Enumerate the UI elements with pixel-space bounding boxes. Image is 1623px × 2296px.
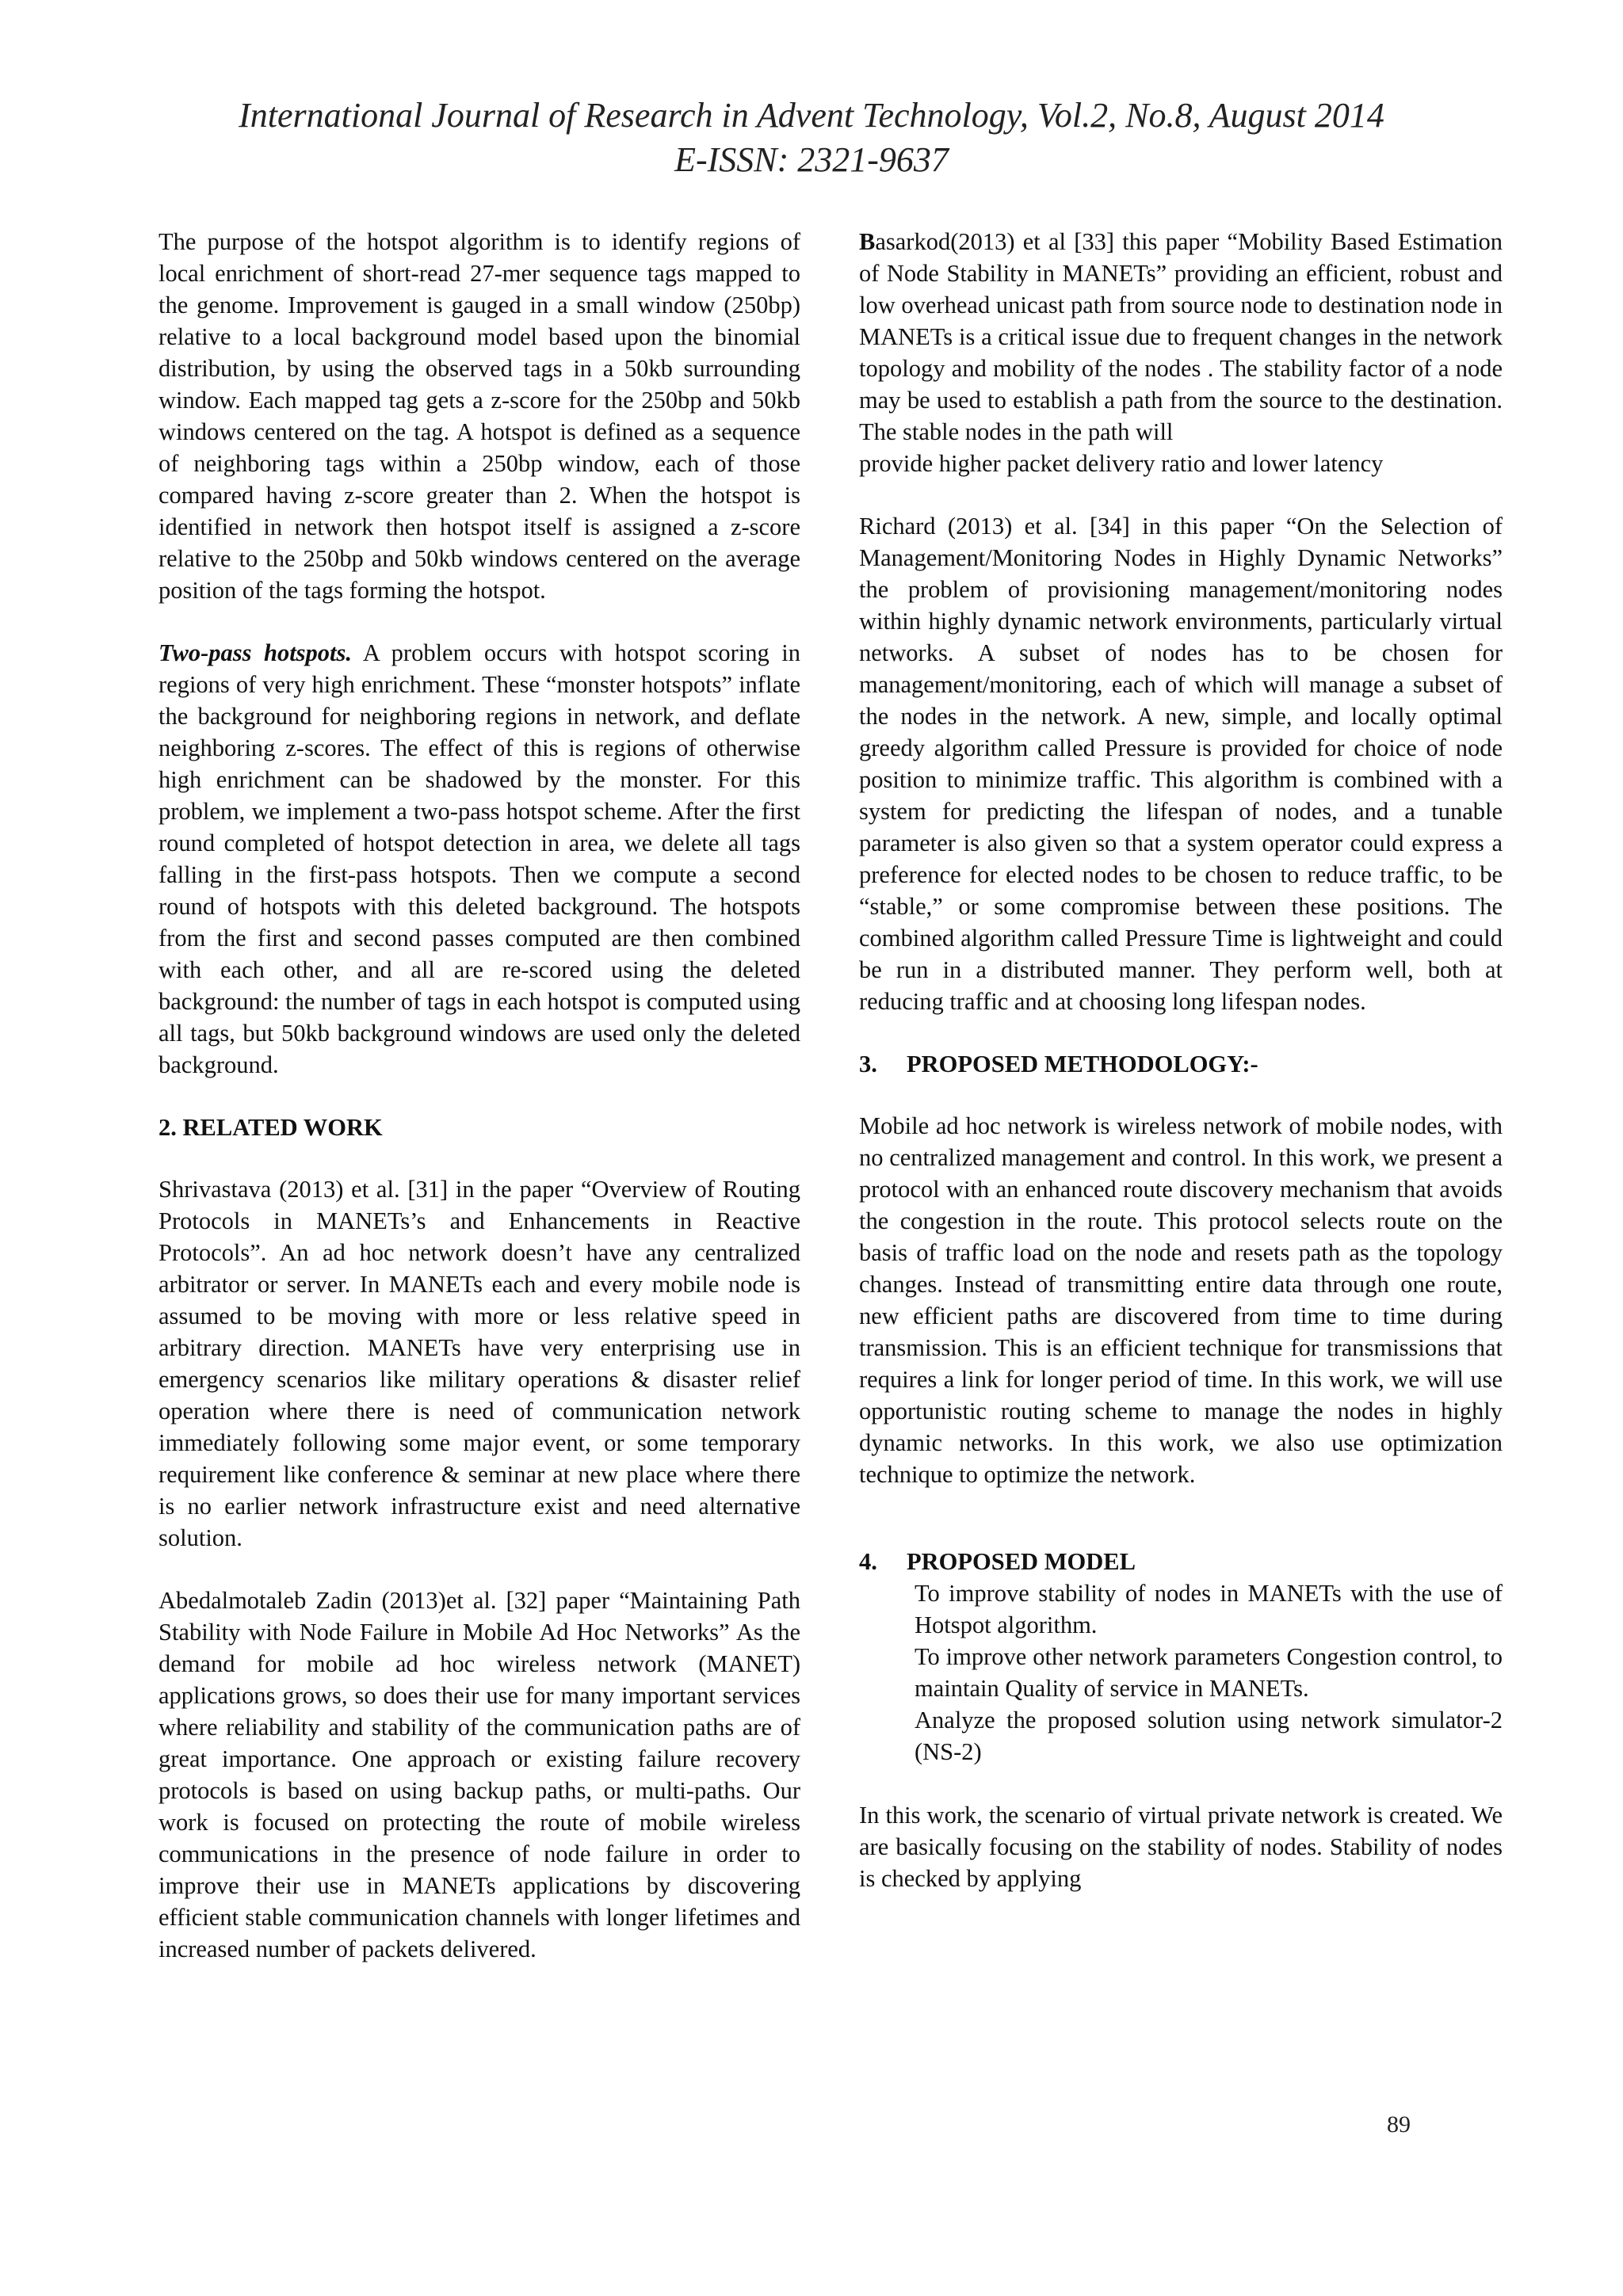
richard-paragraph: Richard (2013) et al. [34] in this paper “On the Selection of Management/Monitoring Nodes in Highly Dynamic Networks” the problem of provisioning management/monitoring nodes within highly dynamic network environments, particularly virtual networks. A subset of nodes has to be chosen for management/monitoring, each of which will manage a subset of the nodes in the network. A new, simple, and locally optimal greedy algorithm called Pressure is provided for choice of node position to minimize traffic. This algorithm is combined with a system for predicting the lifespan of nodes, and a tunable parameter is also given so that a system operator could express a preference for elected nodes to be chosen to reduce traffic, to be “stable,” or some compromise between these positions. The combined algorithm called Pressure Time is lightweight and could be run in a distributed manner. They perform well, both at reducing traffic and at choosing long lifespan nodes.: [859, 513, 1503, 1015]
basarkod-body: asarkod(2013) et al [33] this paper “Mobility Based Estimation of Node Stability in MANETs” providing an efficient, robust and low overhead unicast path from source node to destination node in MANETs is a critical issue due to frequent changes in the network topology and mobility of the nodes . The stability factor of a node may be used to establish a path from the source to the destination. The stable nodes in the path will: [859, 228, 1503, 445]
page-number: 89: [1387, 2111, 1411, 2138]
basarkod-dropcap: B: [859, 228, 876, 255]
basarkod-paragraph: [859, 226, 1503, 448]
methodology-paragraph: Mobile ad hoc network is wireless network of mobile nodes, with no centralized management and control. In this work, we present a protocol with an enhanced route discovery mechanism that avoids the congestion in the route. This protocol selects route on the basis of traffic load on the node and resets path as the topology changes. Instead of transmitting entire data through one route, new efficient paths are discovered from time to time during transmission. This is an efficient technique for transmissions that requires a link for longer period of time. In this work, we will use opportunistic routing scheme to manage the nodes in highly dynamic networks. In this work, we also use optimization technique to optimize the network.: [859, 1112, 1503, 1488]
model-item: To improve other network parameters Congestion control, to maintain Quality of service in MANETs.: [915, 1643, 1503, 1702]
journal-issn: E-ISSN: 2321-9637: [674, 140, 949, 179]
model-number: 4.: [859, 1548, 877, 1575]
related-work-heading: 2. RELATED WORK: [158, 1114, 383, 1141]
methodology-title: PROPOSED METHODOLOGY:-: [907, 1051, 1258, 1077]
left-column: [158, 226, 800, 1996]
two-pass-paragraph: [158, 637, 800, 1081]
zadin-paragraph: Abedalmotaleb Zadin (2013)et al. [32] paper “Maintaining Path Stability with Node Failure in Mobile Ad Hoc Networks” As the demand for mobile ad hoc wireless network (MANET) applications grows, so does their use for many important services where reliability and stability of the communication paths are of great importance. One approach or existing failure recovery protocols is based on using backup paths, or multi-paths. Our work is focused on protecting the route of mobile wireless communications in the presence of node failure in order to improve their use in MANETs applications by discovering efficient stable communication channels with longer lifetimes and increased number of packets delivered.: [158, 1587, 800, 1962]
basarkod-tail: provide higher packet delivery ratio and lower latency: [859, 450, 1384, 477]
shrivastava-paragraph: Shrivastava (2013) et al. [31] in the paper “Overview of Routing Protocols in MANETs’s and Enhancements in Reactive Protocols”. An ad hoc network doesn’t have any centralized arbitrator or server. In MANETs each and every mobile node is assumed to be moving with more or less relative speed in arbitrary direction. MANETs have very enterprising use in emergency scenarios like military operations & disaster relief operation where there is need of communication network immediately following some major event, or some temporary requirement like conference & seminar at new place where there is no earlier network infrastructure exist and need alternative solution.: [158, 1176, 800, 1551]
two-pass-subheading: Two-pass hotspots.: [158, 639, 353, 666]
methodology-number: 3.: [859, 1051, 877, 1077]
right-column: [859, 226, 1503, 1925]
model-item: Analyze the proposed solution using network simulator-2 (NS-2): [915, 1707, 1503, 1765]
journal-header: [0, 93, 1623, 182]
methodology-heading: [859, 1048, 1503, 1080]
model-title: PROPOSED MODEL: [907, 1548, 1136, 1575]
model-list: [859, 1577, 1503, 1768]
journal-title: International Journal of Research in Advent Technology, Vol.2, No.8, August 2014: [239, 96, 1384, 135]
model-item: To improve stability of nodes in MANETs with the use of Hotspot algorithm.: [915, 1580, 1503, 1638]
two-pass-body: A problem occurs with hotspot scoring in regions of very high enrichment. These “monster hotspots” inflate the background for neighboring regions in network, and deflate neighboring z-scores. The effect of this is regions of otherwise high enrichment can be shadowed by the monster. For this problem, we implement a two-pass hotspot scheme. After the first round completed of hotspot detection in area, we delete all tags falling in the first-pass hotspots. Then we compute a second round of hotspots with this deleted background. The hotspots from the first and second passes computed are then combined with each other, and all are re-scored using the deleted background: the number of tags in each hotspot is computed using all tags, but 50kb background windows are used only the deleted background.: [158, 639, 800, 1078]
hotspot-paragraph: The purpose of the hotspot algorithm is to identify regions of local enrichment of short-read 27-mer sequence tags mapped to the genome. Improvement is gauged in a small window (250bp) relative to a local background model based upon the binomial distribution, by using the observed tags in a 50kb surrounding window. Each mapped tag gets a z-score for the 250bp and 50kb windows centered on the tag. A hotspot is defined as a sequence of neighboring tags within a 250bp window, each of those compared having z-score greater than 2. When the hotspot is identified in network then hotspot itself is assigned a z-score relative to the 250bp and 50kb windows centered on the average position of the tags forming the hotspot.: [158, 228, 800, 604]
closing-paragraph: In this work, the scenario of virtual private network is created. We are basically focusing on the stability of nodes. Stability of nodes is checked by applying: [859, 1802, 1503, 1892]
model-heading: [859, 1546, 1503, 1577]
